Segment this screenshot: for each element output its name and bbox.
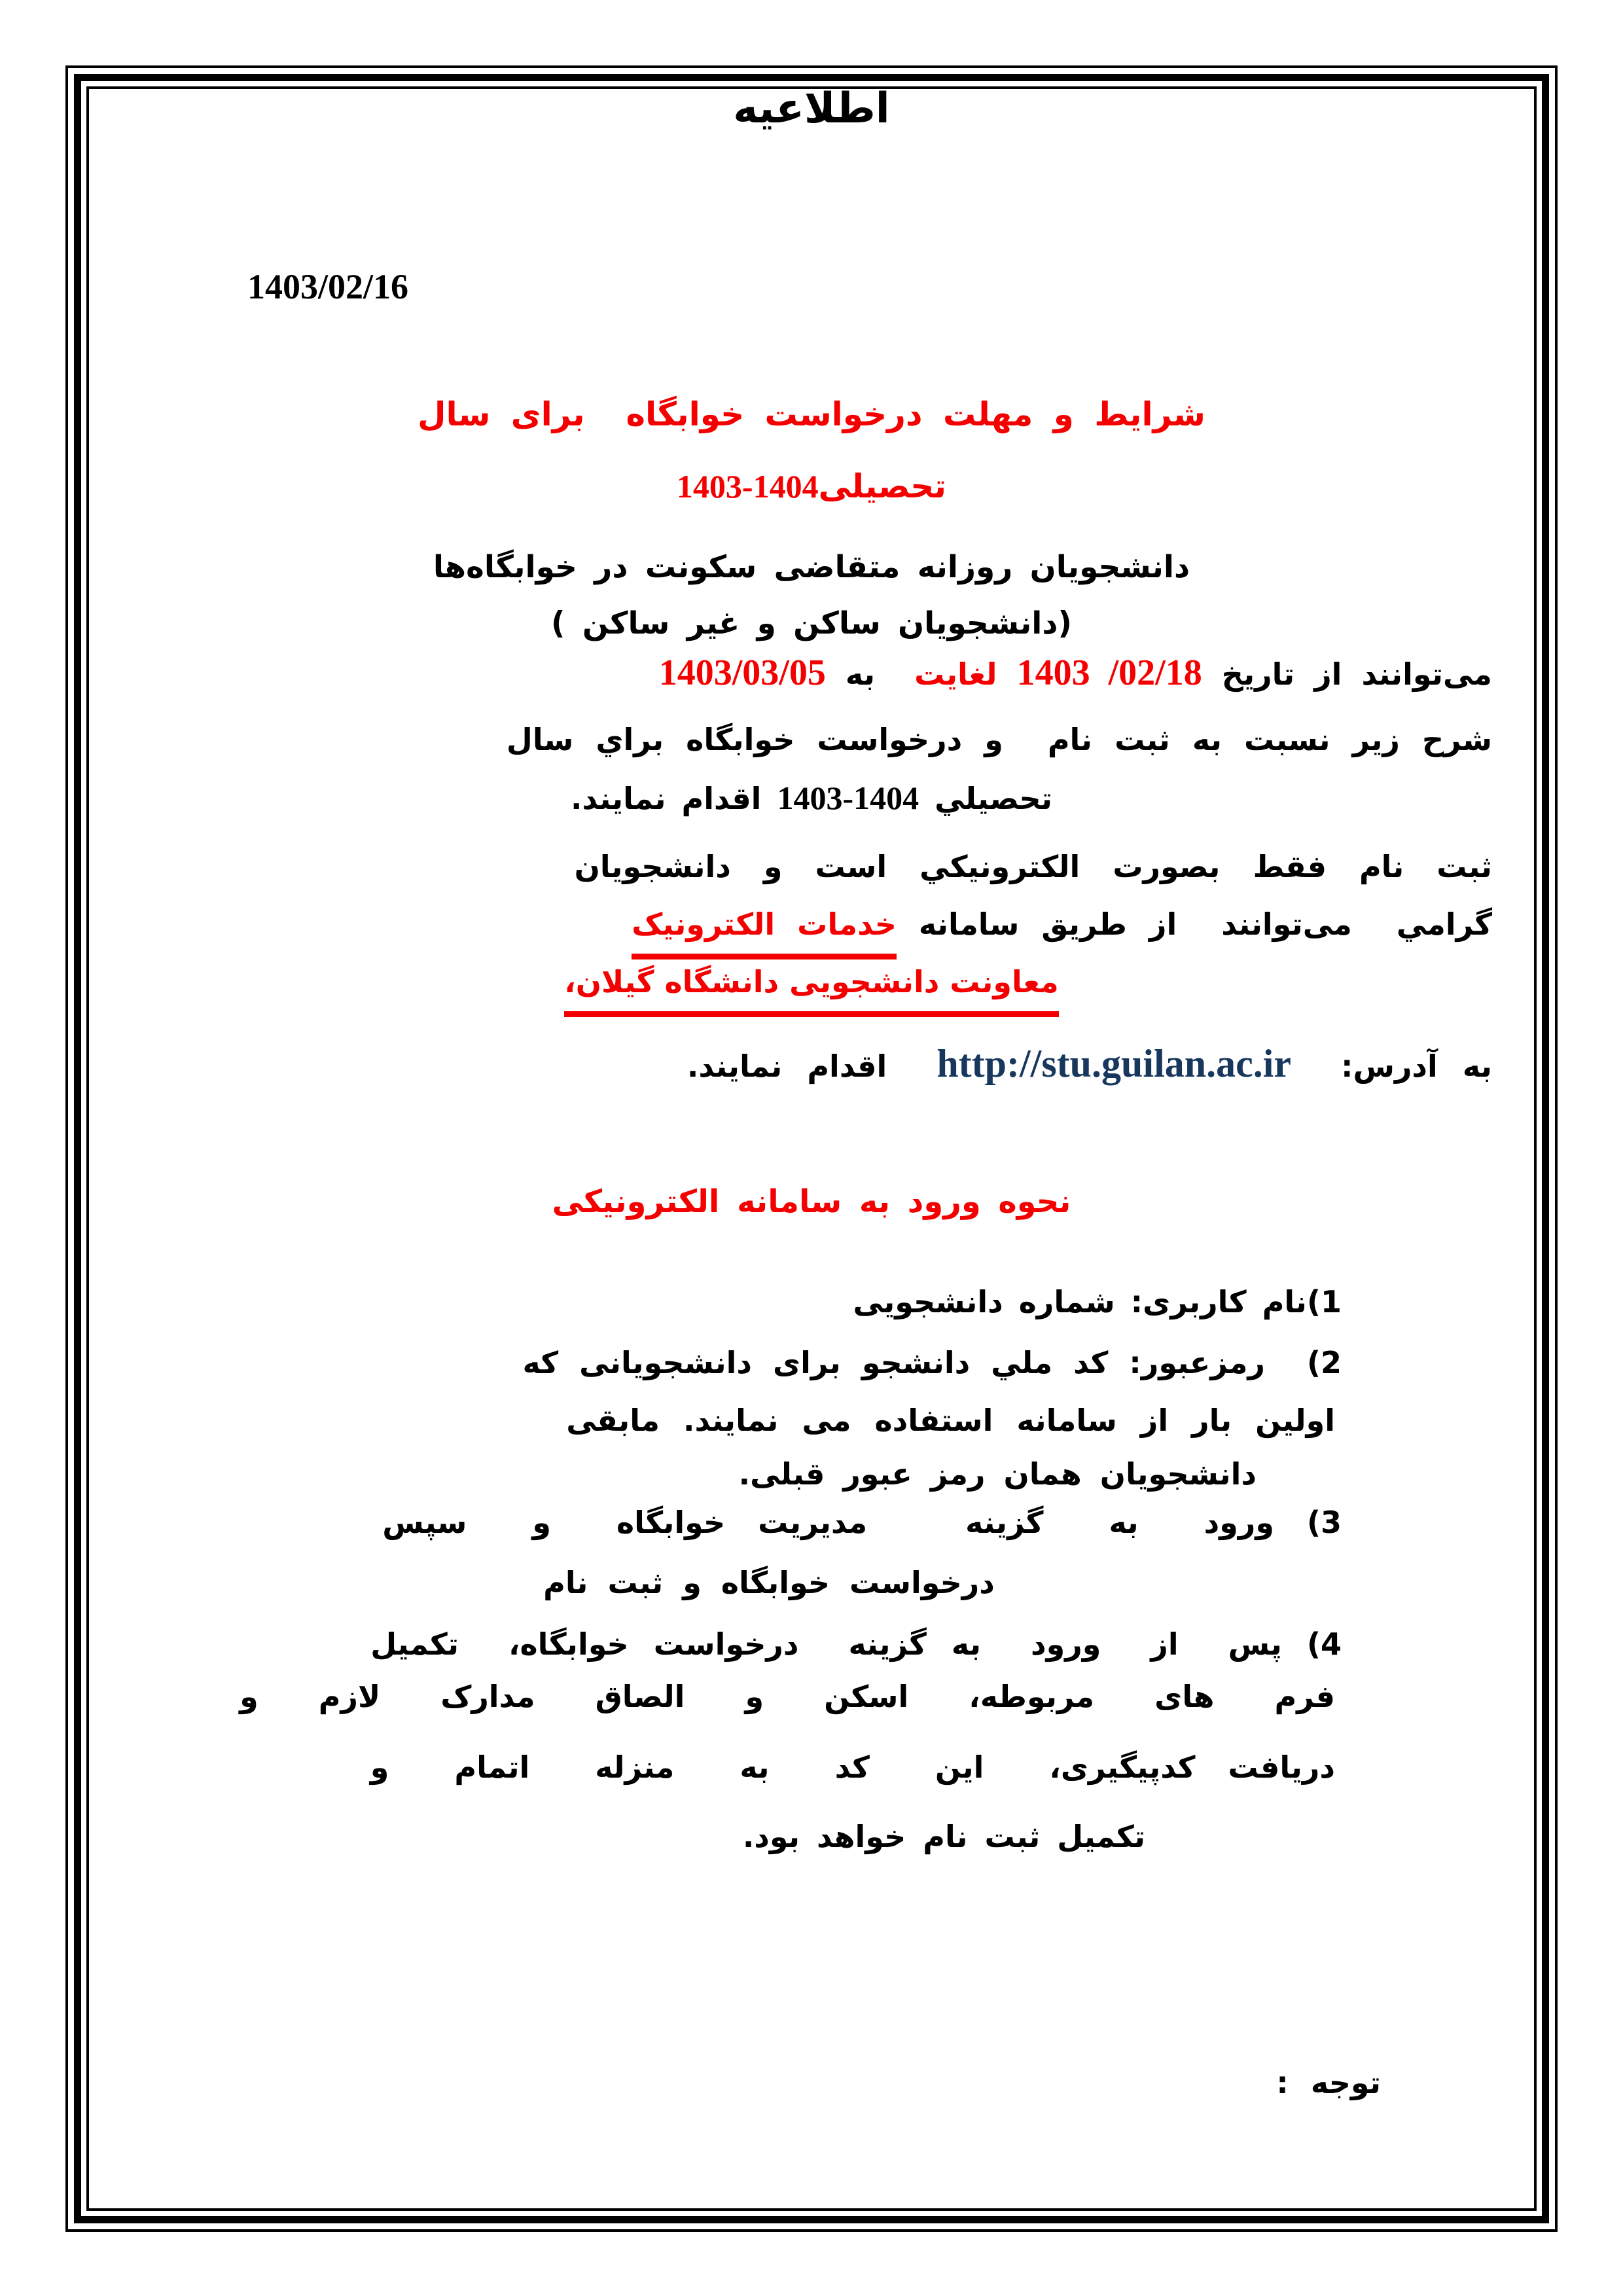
deadline-text-a: می‌توانند از تاریخ bbox=[1202, 656, 1492, 692]
register-line3 bbox=[131, 960, 1492, 1017]
portal-heading: نحوه ورود به سامانه الکترونیکی bbox=[552, 1183, 1071, 1220]
list-item-4-line3: دریافت کدپیگیری، این کد به منزله اتمام و bbox=[370, 1749, 1335, 1785]
register-text: گرامي می‌توانند از طریق سامانه bbox=[896, 906, 1492, 942]
deadline-line1 bbox=[131, 645, 1492, 700]
deadline-line3 bbox=[131, 774, 1492, 823]
deadline-until-word: لغایت bbox=[895, 656, 1017, 692]
end-date: 1403/03/05 bbox=[658, 653, 826, 693]
academic-years: 1403-1404 bbox=[676, 468, 819, 505]
list-item-4-line4: تکمیل ثبت نام خواهد بود. bbox=[742, 1819, 1145, 1854]
address-suffix: اقدام نمایند. bbox=[687, 1049, 937, 1084]
intro-line2: (دانشجویان ساکن و غیر ساکن ) bbox=[551, 605, 1072, 641]
list-item-4-line1: 4) پس از ورود به گزینه درخواست خوابگاه، تکمیل bbox=[370, 1626, 1342, 1662]
deputy-highlight: معاونت دانشجویی دانشگاه گیلان، bbox=[564, 960, 1058, 1017]
eservices-highlight: خدمات الکترونیک bbox=[632, 902, 897, 960]
deadline-text-b: به bbox=[825, 656, 895, 692]
main-heading-line1: شرایط و مهلت درخواست خوابگاه برای سال bbox=[418, 395, 1205, 433]
list-item-2-line2: اولین بار از سامانه استفاده می نمایند. مابقی bbox=[566, 1403, 1335, 1438]
list-item-4-line2: فرم های مربوطه، اسکن و الصاق مدارک لازم و bbox=[240, 1679, 1335, 1714]
list-item-1-line1: 1)نام کاربری: شماره دانشجویی bbox=[853, 1284, 1342, 1319]
address-line bbox=[131, 1034, 1492, 1093]
deadline-academic-years: 1403-1404 bbox=[777, 780, 919, 816]
start-date: 1403 /02/18 bbox=[1016, 653, 1202, 693]
portal-url-link[interactable]: http://stu.guilan.ac.ir bbox=[936, 1042, 1292, 1085]
page-title: اطلاعیه bbox=[733, 84, 890, 133]
address-prefix: به آدرس: bbox=[1291, 1049, 1492, 1084]
attention-label: توجه : bbox=[1276, 2065, 1381, 2100]
issue-date: 1403/02/16 bbox=[247, 267, 409, 306]
deadline-line2: شرح زیر نسبت به ثبت نام و درخواست خوابگاه براي سال bbox=[506, 722, 1492, 757]
heading-year-word: تحصیلی bbox=[818, 467, 947, 505]
register-line1: ثبت نام فقط بصورت الکترونيکي است و دانشجویان bbox=[574, 849, 1492, 884]
deadline-action-text: اقدام نمایند. bbox=[571, 781, 777, 816]
list-item-3-line2: درخواست خوابگاه و ثبت نام bbox=[543, 1565, 995, 1600]
main-heading-line2 bbox=[131, 462, 1492, 511]
deadline-year-word: تحصيلي bbox=[919, 781, 1052, 816]
register-line2 bbox=[131, 902, 1492, 960]
intro-line1: دانشجویان روزانه متقاضی سکونت در خوابگاه‌ها bbox=[433, 549, 1190, 585]
list-item-2-line1: 2) رمزعبور: کد ملي دانشجو برای دانشجویانی که bbox=[522, 1345, 1342, 1380]
list-item-3-line1: 3) ورود به گزینه مدیریت خوابگاه و سپس bbox=[382, 1505, 1342, 1540]
list-item-2-line3: دانشجویان همان رمز عبور قبلی. bbox=[738, 1456, 1257, 1492]
